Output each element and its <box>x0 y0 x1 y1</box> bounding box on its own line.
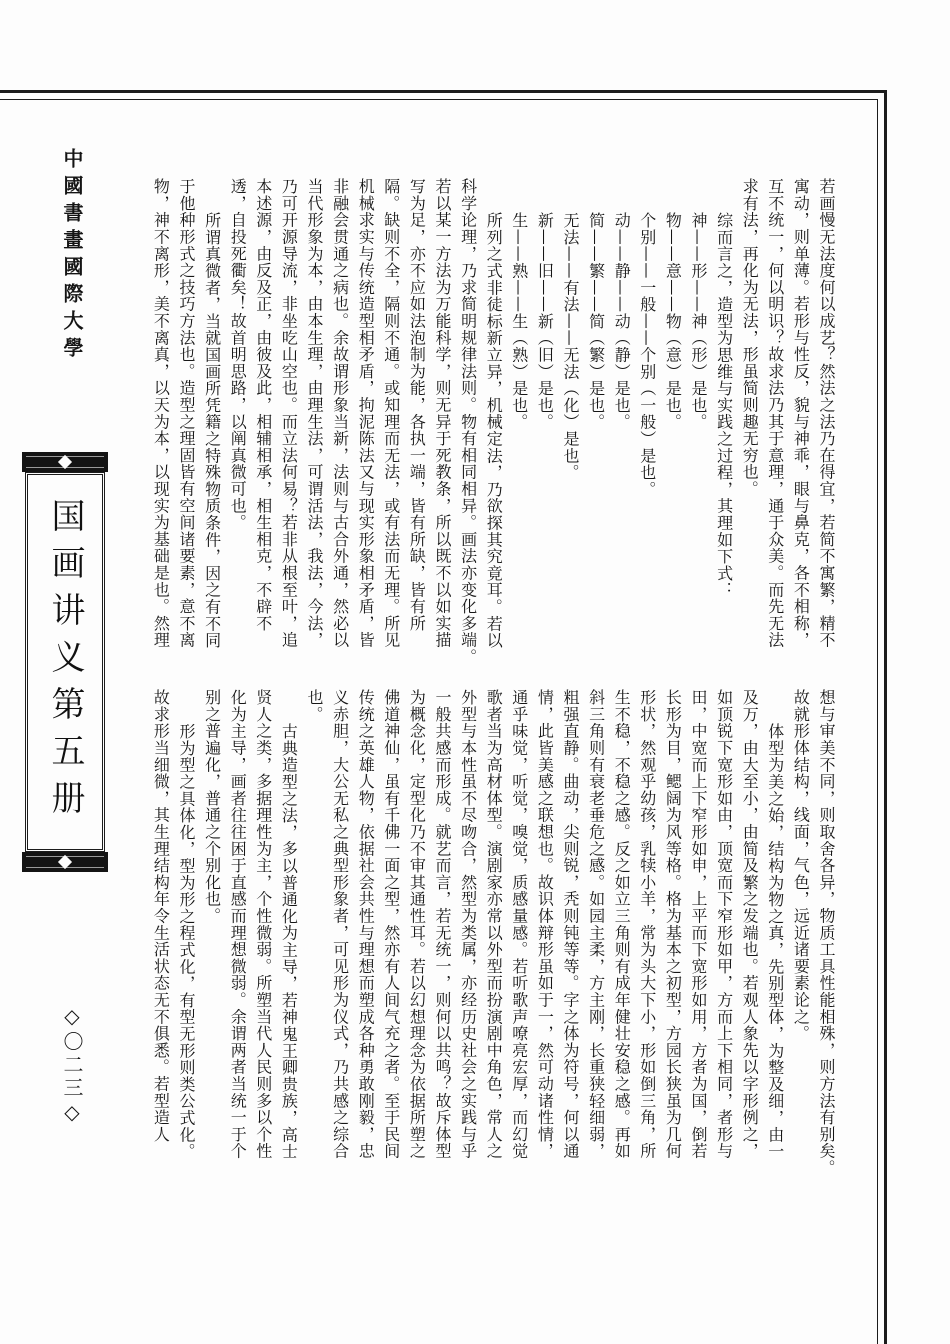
title-box-top-bar <box>22 452 108 472</box>
text-column: 若画慢无法度何以成艺？然法之法乃在得宜，若简不寓繁，精不 <box>817 178 836 649</box>
text-column: 佛道神仙，虽有千佛一面之型，然亦有人间气充之者。至于民间 <box>381 689 401 1160</box>
text-column: 物，神不离形，美不离真，以天为本，以现实为基础是也。然理 <box>151 178 171 649</box>
text-column: 所谓真微者，当就国画所凭籍之特殊物质条件，因之有不同 <box>202 211 222 649</box>
text-column: 形状，然观乎幼孩，乳犊小羊，常为头大下小，形如倒三角，所 <box>637 689 657 1160</box>
text-column: 乃可开源导流，非坐吃山空也。而立法何易？若非从根至叶，追 <box>279 178 299 649</box>
text-column: 形为型之具体化，型为形之程式化，有型无形则类公式化。 <box>177 722 196 1160</box>
text-column: 个别——一般——个别（一般）是也。 <box>637 211 657 498</box>
text-column: 简——繁——简（繁）是也。 <box>586 211 606 430</box>
title-box-frame <box>25 472 105 852</box>
volume-title-box <box>22 452 108 872</box>
text-column: 若以某一方法为万能科学，则无异于死教条，所以既不以如实描 <box>433 178 452 649</box>
text-column: 物——意——物（意）是也。 <box>663 211 683 430</box>
text-column: 隔。缺则不全，隔则不通。或知理而无法，或有法而无理。所见 <box>381 178 401 649</box>
text-column: 当代形象为本，由本生理，由理生法，可谓活法，我法，今法， <box>305 178 324 649</box>
frame-outer-right-rule <box>884 90 887 1344</box>
text-column: 科学论理，乃求简明规律法则。物有相同相异。画法亦变化多端。 <box>458 178 478 666</box>
frame-inner-right-rule <box>877 99 878 1344</box>
page-number: ◇〇二三◇ <box>60 1004 84 1127</box>
frame-outer-top-rule <box>0 90 887 93</box>
text-column: 别之普遍化，普通之个别化也。 <box>202 689 222 925</box>
text-column: 体型为美之始，结构为物之真，先别型体，为整及细，由一 <box>765 722 785 1160</box>
text-column: 也。 <box>305 689 324 723</box>
text-column: 化为主导，画者往往困于直感而理想微弱。余谓两者当统一于个 <box>228 689 248 1160</box>
text-column: 生——熟——生（熟）是也。 <box>509 211 529 430</box>
text-column: 新——旧——新（旧）是也。 <box>535 211 555 430</box>
text-column: 及万，由大至小，由简及繁之发端也。若观人象先以字形例之， <box>740 689 760 1160</box>
text-column: 无法——有法——无法（化）是也。 <box>561 211 580 481</box>
text-column: 想与审美不同，则取舍各异，物质工具性能相殊，则方法有别矣。 <box>817 689 836 1177</box>
text-column: 传统之英雄人物，依据社会共性与理想而塑成各种勇敢刚毅，忠 <box>356 689 376 1160</box>
text-column: 非融会贯通之病也。余故谓形象当新，法则与古合外通，然必以 <box>330 178 350 649</box>
title-box-bottom-bar <box>22 852 108 872</box>
text-column: 综而言之，造型为思维与实践之过程，其理如下式： <box>714 211 734 598</box>
text-column: 透，自投死衢矣！故首明思路，以阐真微可也。 <box>228 178 248 531</box>
text-column: 神——形——神（形）是也。 <box>689 211 708 430</box>
text-column: 求有法，再化为无法，形虽简则趣无穷也。 <box>740 178 760 498</box>
text-column: 如顶锐下宽形如由，顶宽而下窄形如甲，方而上下相同，者形与 <box>714 689 734 1160</box>
text-column: 田，中宽而上下窄形如申，上平而下宽形如用，方者为国，倒若 <box>689 689 708 1160</box>
text-column: 互不统一，何以明识？故求法乃其于意理，通于众美。而先无法 <box>765 178 785 649</box>
text-column: 通乎味觉，听觉，嗅觉，质感量感。若听歌声嘹亮宏厚，而幻觉 <box>509 689 529 1160</box>
text-column: 故求形当细微，其生理结构年令生活状态无不俱悉。若型造人 <box>151 689 171 1143</box>
text-column: 粗强直静。曲动，尖则锐，秃则钝等等。字之体为符号，何以通 <box>561 689 580 1160</box>
text-column: 本述源，由反及正，由彼及此，相辅相承，相生相克，不辟不 <box>253 178 273 632</box>
text-column: 一般共感而形成。就艺而言，若无统一，则何以共鸣？故斥体型 <box>433 689 452 1160</box>
volume-title: 国画讲义第五册 <box>45 497 85 827</box>
school-name: 中國書畫國際大學 <box>60 148 84 364</box>
frame-inner-top-rule <box>0 99 878 100</box>
text-column: 长形为目，鳃阔为风等格。格为基本之初型，方园长狭虽为几何 <box>663 689 683 1160</box>
text-column: 机械求实与传统造型相矛盾，拘泥陈法又与现实形象相矛盾，皆 <box>356 178 376 649</box>
text-column: 为概念化，定型化乃不审其通性耳。若以幻想理念为依据所塑之 <box>407 689 427 1160</box>
text-column: 生不稳，不稳之感。反之如立三角则有成年健壮安稳之感。再如 <box>612 689 632 1160</box>
text-column: 古典造型之法，多以普通化为主导，若神鬼王卿贵族，高士 <box>279 722 299 1160</box>
text-column: 寓动，则单薄。若形与性反，貌与神乖，眼与鼻克，各不相称， <box>791 178 811 649</box>
text-column: 斜三角则有衰老垂危之感。如园主柔，方主刚，长重狭轻细弱， <box>586 689 606 1160</box>
text-column: 情，此皆美感之联想也。故识体辩形虽如于一，然可动诸性情， <box>535 689 555 1160</box>
text-column: 贤人之类，多据理性为主，个性微弱。所塑当代人民则多以个性 <box>253 689 273 1160</box>
text-column: 于他种形式之技巧方法也。造型之理固皆有空间诸要素，意不离 <box>177 178 196 649</box>
text-column: 所列之式非徒标新立异，机械定法，乃欲探其究竟耳。若以 <box>484 211 504 649</box>
text-column: 故就形体结构，线面，气色，远近诸要素论之。 <box>791 689 811 1042</box>
text-column: 外型与本性虽不尽吻合，然型为类属，亦经历史社会之实践与乎 <box>458 689 478 1160</box>
text-column: 义赤胆，大公无私之典型形象者，可见形为仪式，乃共感之综合 <box>330 689 350 1160</box>
text-column: 动——静——动（静）是也。 <box>612 211 632 430</box>
text-column: 歌者当为高材体型。演剧家亦常以外型而扮演剧中角色，常人之 <box>484 689 504 1160</box>
text-column: 写为足，亦不应如法泡制为能，各执一端，皆有所缺，皆有所 <box>407 178 427 632</box>
